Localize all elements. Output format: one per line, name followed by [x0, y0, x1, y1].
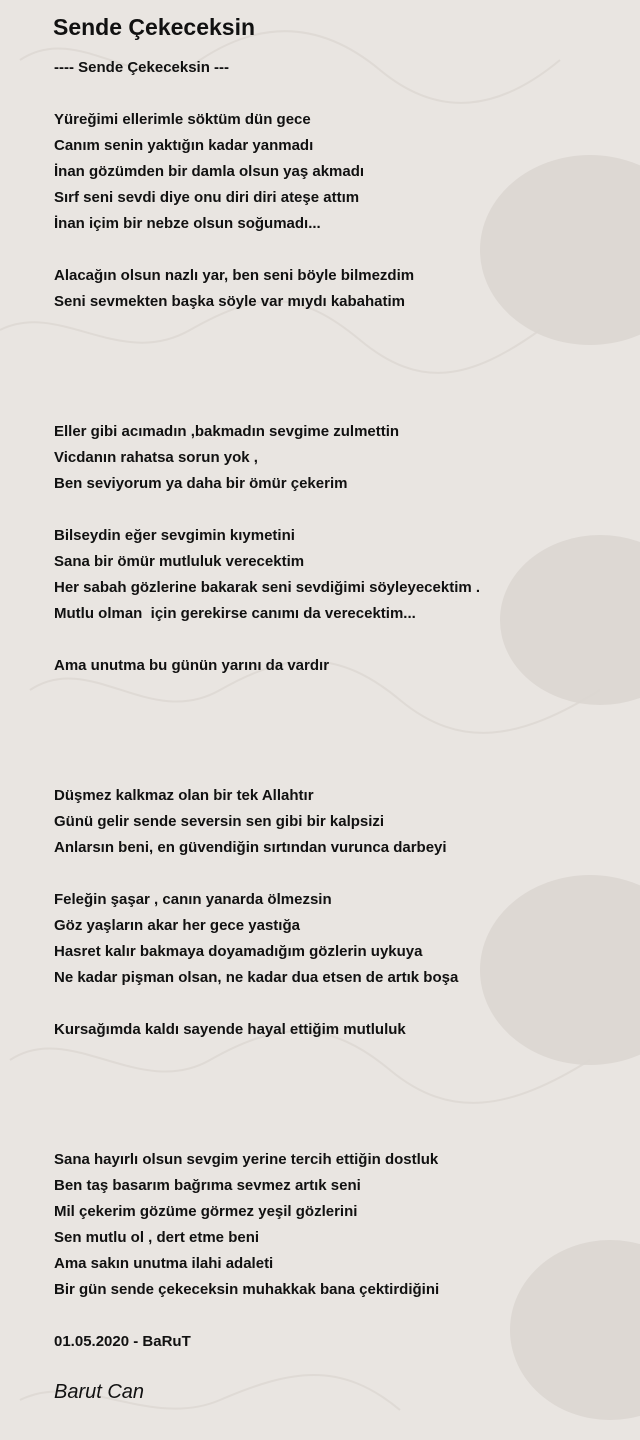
poem-line: ---- Sende Çekeceksin --- [54, 59, 230, 76]
poem-blank-line [54, 367, 634, 393]
poem-line: Ben taş basarım bağrıma sevmez artık seni [54, 1177, 361, 1194]
poem-line: İnan içim bir nebze olsun soğumadı... [54, 215, 321, 232]
poem-line: Ama unutma bu günün yarını da vardır [54, 657, 330, 674]
poem-blank-line [54, 1043, 634, 1069]
poem-line: Bir gün sende çekeceksin muhakkak bana çektirdiğini [54, 1281, 440, 1298]
poem-blank-line [54, 705, 634, 731]
poem-line: Mil çekerim gözüme görmez yeşil gözlerini [54, 1203, 358, 1220]
poem-author: Barut Can [54, 1381, 145, 1403]
poem-blank-line [54, 627, 634, 653]
poem-title: Sende Çekeceksin [53, 14, 256, 40]
poem-line: Canım senin yaktığın kadar yanmadı [54, 137, 314, 154]
poem-line: Seni sevmekten başka söyle var mıydı kabahatim [54, 293, 406, 310]
poem-line: 01.05.2020 - BaRuT [54, 1333, 191, 1350]
poem-blank-line [54, 497, 634, 523]
poem-line: Mutlu olman için gerekirse canımı da verecektim... [54, 605, 416, 622]
poem-body [54, 55, 634, 1355]
poem-line: Göz yaşların akar her gece yastığa [54, 917, 300, 934]
poem-blank-line [54, 679, 634, 705]
poem-blank-line [54, 81, 634, 107]
poem-blank-line [54, 315, 634, 341]
poem-line: Feleğin şaşar , canın yanarda ölmezsin [54, 891, 332, 908]
poem-blank-line [54, 393, 634, 419]
poem-blank-line [54, 731, 634, 757]
poem-line: Ben seviyorum ya daha bir ömür çekerim [54, 475, 348, 492]
poem-blank-line [54, 757, 634, 783]
poem-blank-line [54, 991, 634, 1017]
poem-line: Sana hayırlı olsun sevgim yerine tercih ettiğin dostluk [54, 1151, 439, 1168]
poem-blank-line [54, 1069, 634, 1095]
poem-line: Yüreğimi ellerimle söktüm dün gece [54, 111, 311, 128]
poem-line: Hasret kalır bakmaya doyamadığım gözlerin uykuya [54, 943, 423, 960]
poem-line: Ama sakın unutma ilahi adaleti [54, 1255, 274, 1272]
poem-line: Kursağımda kaldı sayende hayal ettiğim mutluluk [54, 1021, 406, 1038]
poem-line: Anlarsın beni, en güvendiğin sırtından vurunca darbeyi [54, 839, 447, 856]
poem-line: Vicdanın rahatsa sorun yok , [54, 449, 258, 466]
poem-blank-line [54, 861, 634, 887]
poem-blank-line [54, 1121, 634, 1147]
poem-line: Alacağın olsun nazlı yar, ben seni böyle bilmezdim [54, 267, 415, 284]
poem-blank-line [54, 1303, 634, 1329]
poem-line: Sırf seni sevdi diye onu diri diri ateşe attım [54, 189, 360, 206]
poem-line: Ne kadar pişman olsan, ne kadar dua etsen de artık boşa [54, 969, 459, 986]
poem-line: Bilseydin eğer sevgimin kıymetini [54, 527, 295, 544]
poem-line: İnan gözümden bir damla olsun yaş akmadı [54, 163, 365, 180]
poem-line: Günü gelir sende seversin sen gibi bir kalpsizi [54, 813, 385, 830]
poem-blank-line [54, 341, 634, 367]
poem-line: Sana bir ömür mutluluk verecektim [54, 553, 305, 570]
poem-line: Sen mutlu ol , dert etme beni [54, 1229, 260, 1246]
poem-line: Her sabah gözlerine bakarak seni sevdiğimi söyleyecektim . [54, 579, 481, 596]
poem-blank-line [54, 1095, 634, 1121]
poem-line: Düşmez kalkmaz olan bir tek Allahtır [54, 787, 314, 804]
poem-line: Eller gibi acımadın ,bakmadın sevgime zulmettin [54, 423, 400, 440]
poem-blank-line [54, 237, 634, 263]
